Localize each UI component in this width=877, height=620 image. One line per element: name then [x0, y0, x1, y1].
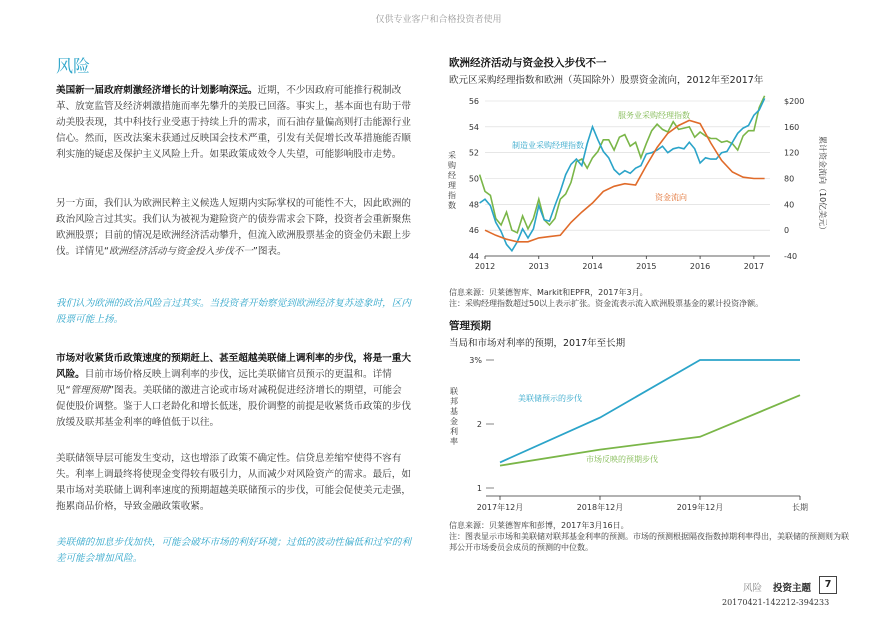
chart2-plot	[440, 348, 830, 516]
chart1-title: 欧洲经济活动与资金投入步伐不一	[449, 57, 607, 69]
chart1-y-tick: 48	[468, 200, 479, 210]
chart1-series-flows	[485, 120, 765, 241]
chart1-x-tick: 2017	[743, 262, 765, 271]
paragraph-3-lead: 市场对收紧货币政策速度的预期赶上、甚至超越美联储上调利率的步伐，将是一重大风险。	[56, 353, 411, 380]
footer-section: 风险	[743, 583, 763, 594]
chart2-label-fed: 美联储预示的步伐	[518, 394, 582, 403]
chart1-label-manufacturing: 制造业采购经理指数	[512, 141, 584, 150]
chart1-y-tick: 44	[468, 252, 479, 261]
chart2-x-tick: 2019年12月	[676, 503, 724, 512]
chart1-x-tick: 2016	[689, 262, 711, 271]
chart1-y-tick: 54	[468, 122, 479, 132]
paragraph-4: 美联储领导层可能发生变动，这也增添了政策不确定性。信贷息差缩窄使得不容有失。利率上调最终将使现金变得较有吸引力，从而减少对风险资产的需求。最后，如果市场对美联储上调利率速度的预期超越美联储预示的步伐，可能会促使美元走强，拖累商品价格，导致金融政策收紧。	[56, 453, 411, 512]
chart2-x-tick: 2017年12月	[476, 503, 524, 512]
pull-quote-2: 美联储的加息步伐加快，可能会破坏市场的利好环境；过低的波动性偏低和过窄的利差可能会增加风险。	[56, 537, 411, 564]
chart1-y-tick: 46	[468, 226, 479, 236]
paragraph-1-body: 近期，不少因政府可能推行税制改革、放宽监管及经济刺激措施而率先攀升的美股已回落。事实上，基本面也有助于带动美股表现，其中科技行业受惠于持续上升的需求，而石油存量偏高则打击能源行业信心。然而，医改法案未获通过反映国会技术严重，引发有关促增长改革措施能否顺利实施的疑虑及保护主义风险上升。如果政策成效令人失望，可能影响股市走势。	[56, 85, 411, 160]
paragraph-2	[56, 196, 411, 260]
paragraph-3-ref: 管理预期	[70, 385, 109, 396]
chart1-x-tick: 2012	[474, 262, 496, 271]
chart1-note: 注：采购经理指数超过50以上表示扩张。资金流表示流入欧洲股票基金的累计投资净额。	[449, 299, 764, 308]
chart1-y-tick: 50	[468, 174, 479, 184]
chart1-y-tick: 52	[468, 148, 479, 158]
chart1-y2-tick: 80	[784, 174, 795, 184]
chart1-x-tick: 2013	[528, 262, 549, 271]
paragraph-1-lead: 美国新一届政府刺激经济增长的计划影响深远。	[56, 85, 258, 96]
chart1-y-tick: 56	[468, 97, 479, 106]
chart2-series-fed	[500, 360, 800, 462]
chart2-subtitle: 当局和市场对利率的预期，2017年至长期	[449, 338, 626, 349]
paragraph-3-body: 目前市场价格反映上调利率的步伐，远比美联储官员预示的更温和。详情见“	[56, 369, 392, 396]
pull-quote-1: 我们认为欧洲的政治风险言过其实。当投资者开始察觉到欧洲经济复苏迹象时，区内股票可能上扬。	[56, 298, 411, 325]
chart1-subtitle: 欧元区采购经理指数和欧洲（英国除外）股票资金流向，2012年至2017年	[449, 75, 764, 86]
chart1-label-services: 服务业采购经理指数	[618, 111, 690, 120]
paragraph-3	[56, 351, 411, 431]
chart2-label-market: 市场反映的预期步伐	[586, 455, 658, 464]
chart2-y-axis-label: 联邦基金利率	[450, 387, 458, 446]
section-title: 风险	[56, 57, 90, 77]
chart1-y2-tick: 40	[784, 200, 795, 210]
chart1-y2-axis-label: 累计资金流向（10亿美元）	[818, 136, 827, 235]
header-note: 仅供专业客户和合格投资者使用	[375, 15, 502, 25]
paragraph-2-body: 另一方面，我们认为欧洲民粹主义候选人短期内实际掌权的可能性不大，因此欧洲的政治风险言过其实。我们认为被视为避险资产的债券需求会下降，投资者会重新聚焦欧洲股票；目前的情况是欧洲经济活动攀升，但流入欧洲股票基金的资金仍未跟上步伐。详情见“	[56, 198, 411, 257]
chart2-y-tick: 3%	[469, 356, 482, 365]
chart1-label-flows: 资金流向	[655, 193, 687, 202]
chart1-series-manufacturing	[480, 98, 765, 250]
chart1-x-tick: 2015	[636, 262, 657, 271]
chart2-x-tick: 长期	[792, 503, 808, 512]
chart1-y2-tick: 160	[784, 122, 800, 132]
chart2-note: 注：图表显示市场和美联储对联邦基金利率的预测。市场的预测根据隔夜指数掉期利率得出，美联储的预测则为联邦公开市场委员会成员的预测的中位数。	[449, 532, 849, 552]
chart2-y-tick: 2	[476, 420, 482, 429]
paragraph-2-ref: 欧洲经济活动与资金投入步伐不一	[108, 246, 253, 257]
chart2-x-tick: 2018年12月	[576, 503, 624, 512]
chart1-y-axis-label: 采购经理指数	[448, 151, 456, 210]
chart2-y-tick: 1	[476, 484, 482, 493]
paragraph-2-end: ”图表。	[252, 246, 287, 257]
chart1-y2-tick: 120	[784, 148, 800, 158]
chart1-y2-tick: -40	[784, 252, 798, 261]
chart1-x-tick: 2014	[582, 262, 603, 271]
chart1-y2-tick: $200	[784, 97, 805, 106]
document-id: 20170421-142212-394233	[722, 598, 830, 607]
paragraph-3-end: ”图表。美联储的激进言论或市场对减税促进经济增长的期望，可能会促使股价调整。鉴于人口老龄化和增长低迷，股价调整的前提是收紧货币政策的步伐放缓及联邦基金利率的峰值低于以往。	[56, 385, 411, 428]
chart2-title: 管理预期	[449, 320, 491, 332]
chart1-plot	[440, 86, 830, 286]
paragraph-1	[56, 83, 411, 163]
page-number: 7	[819, 576, 837, 594]
footer-topic: 投资主题	[773, 583, 812, 594]
chart1-y2-tick: 0	[784, 226, 790, 236]
chart2-source: 信息来源：贝莱德智库和彭博，2017年3月16日。	[449, 521, 629, 530]
chart1-source: 信息来源：贝莱德智库、Markit和EPFR，2017年3月。	[449, 288, 648, 297]
